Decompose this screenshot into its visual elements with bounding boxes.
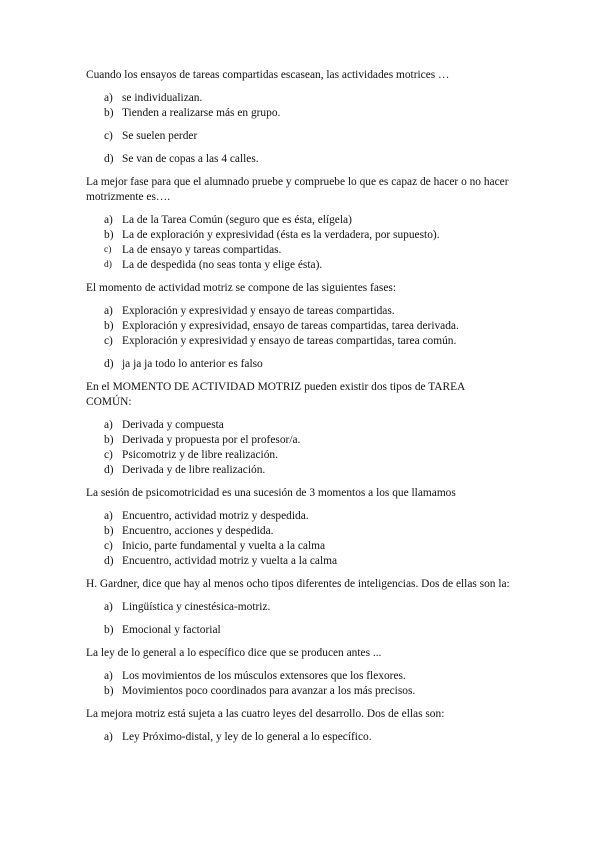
option-a: a) Ley Próximo-distal, y ley de lo general a lo específico. bbox=[104, 731, 372, 743]
options-list bbox=[86, 600, 510, 638]
option-b: b) La de exploración y expresividad (ésta es la verdadera, por supuesto). bbox=[104, 229, 440, 241]
question-3 bbox=[86, 281, 510, 372]
option-b: b) Movimientos poco coordinados para avanzar a los más precisos. bbox=[104, 685, 416, 697]
option-a: a) Derivada y compuesta bbox=[104, 419, 224, 431]
option-d: d) Se van de copas a las 4 calles. bbox=[104, 153, 259, 165]
options-list bbox=[86, 91, 510, 167]
options-list bbox=[86, 730, 510, 745]
option-c: c) Inicio, parte fundamental y vuelta a la calma bbox=[104, 540, 326, 552]
question-6 bbox=[86, 577, 510, 638]
option-b: b) Emocional y factorial bbox=[104, 624, 221, 636]
option-c: c) Se suelen perder bbox=[104, 130, 198, 142]
options-list bbox=[86, 213, 510, 273]
options-list bbox=[86, 509, 510, 569]
options-list bbox=[86, 418, 510, 478]
option-b: b) Derivada y propuesta por el profesor/a. bbox=[104, 434, 301, 446]
question-text: Cuando los ensayos de tareas compartidas escasean, las actividades motrices … bbox=[86, 69, 450, 81]
option-d: d) La de despedida (no seas tonta y elige ésta). bbox=[104, 259, 323, 271]
option-b: b) Tienden a realizarse más en grupo. bbox=[104, 107, 281, 119]
option-a: a) Exploración y expresividad y ensayo de tareas compartidas. bbox=[104, 305, 395, 317]
question-5 bbox=[86, 486, 510, 569]
question-7 bbox=[86, 646, 510, 699]
option-c: c) Psicomotriz y de libre realización. bbox=[104, 449, 278, 461]
options-list bbox=[86, 669, 510, 699]
question-text: H. Gardner, dice que hay al menos ocho tipos diferentes de inteligencias. Dos de ellas son la: bbox=[86, 578, 510, 590]
question-8 bbox=[86, 707, 510, 745]
option-c: c) La de ensayo y tareas compartidas. bbox=[104, 244, 282, 256]
option-d: d) ja ja ja todo lo anterior es falso bbox=[104, 358, 263, 370]
option-b: b) Encuentro, acciones y despedida. bbox=[104, 525, 274, 537]
question-text: La mejora motriz está sujeta a las cuatro leyes del desarrollo. Dos de ellas son: bbox=[86, 708, 445, 720]
option-c: c) Exploración y expresividad y ensayo de tareas compartidas, tarea común. bbox=[104, 335, 457, 347]
option-d: d) Derivada y de libre realización. bbox=[104, 464, 266, 476]
options-list bbox=[86, 304, 510, 372]
question-text: La sesión de psicomotricidad es una sucesión de 3 momentos a los que llamamos bbox=[86, 487, 456, 499]
option-a: a) Los movimientos de los músculos extensores que los flexores. bbox=[104, 670, 406, 682]
question-text: El momento de actividad motriz se compone de las siguientes fases: bbox=[86, 282, 396, 294]
question-4 bbox=[86, 380, 510, 478]
question-2 bbox=[86, 175, 510, 273]
question-text: La ley de lo general a lo específico dice que se producen antes ... bbox=[86, 647, 382, 659]
question-1 bbox=[86, 68, 510, 167]
option-d: d) Encuentro, actividad motriz y vuelta a la calma bbox=[104, 555, 338, 567]
option-a: a) Lingüística y cinestésica-motriz. bbox=[104, 601, 271, 613]
option-a: a) Encuentro, actividad motriz y despedida. bbox=[104, 510, 309, 522]
option-b: b) Exploración y expresividad, ensayo de tareas compartidas, tarea derivada. bbox=[104, 320, 459, 332]
option-a: a) La de la Tarea Común (seguro que es ésta, elígela) bbox=[104, 214, 352, 226]
option-a: a) se individualizan. bbox=[104, 92, 203, 104]
question-text: La mejor fase para que el alumnado pruebe y compruebe lo que es capaz de hacer o no hacer motrizmente es…. bbox=[86, 176, 509, 203]
question-text: En el MOMENTO DE ACTIVIDAD MOTRIZ pueden existir dos tipos de TAREA COMÚN: bbox=[86, 381, 465, 408]
